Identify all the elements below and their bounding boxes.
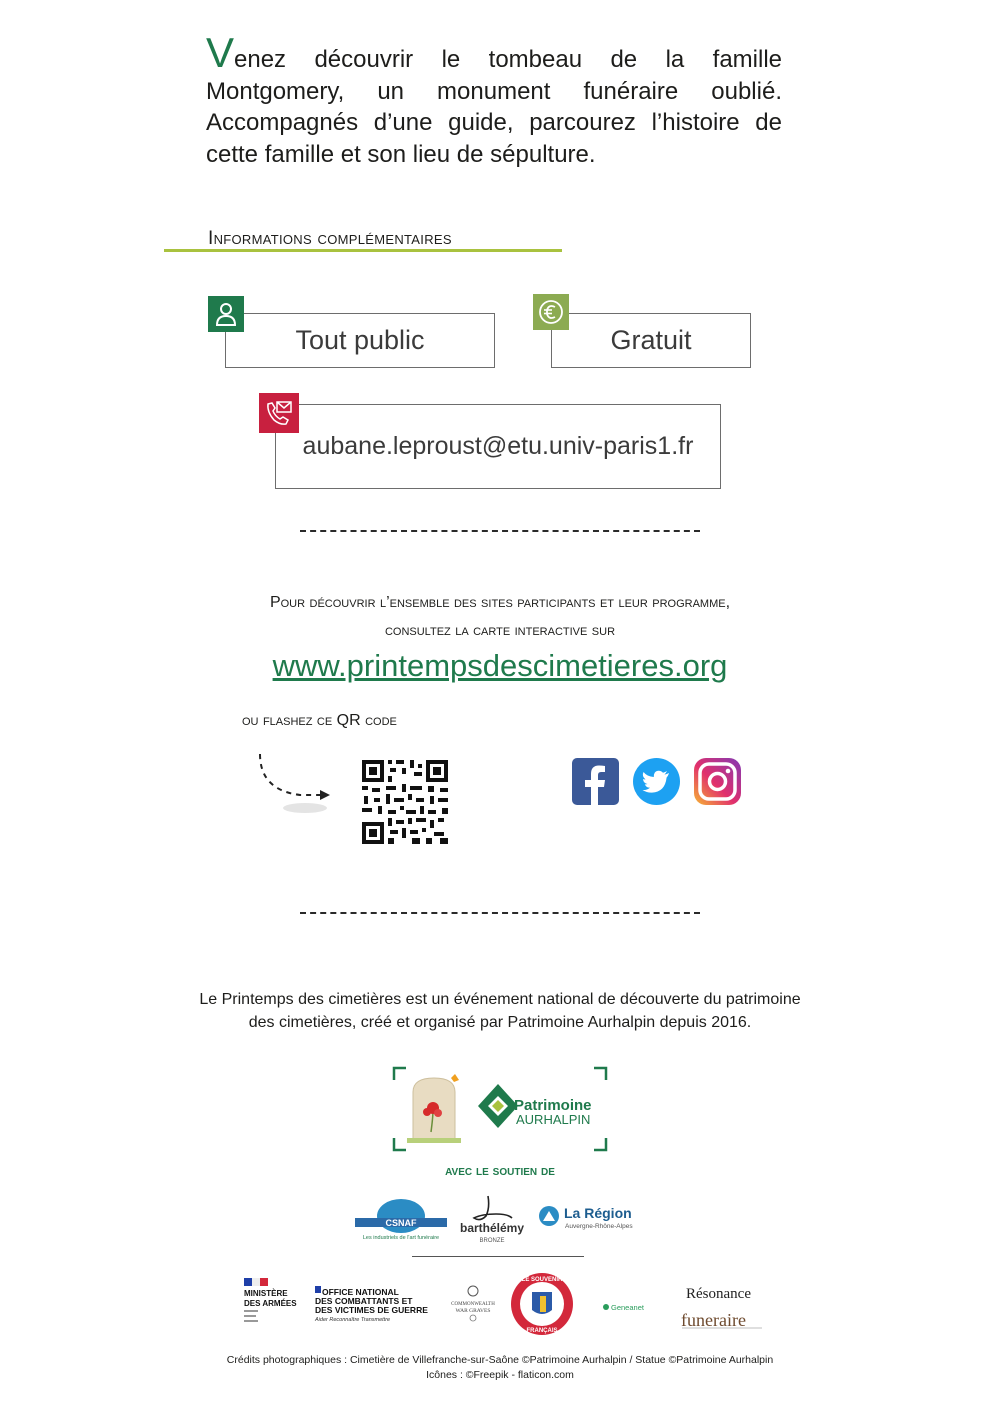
discover-line1: Pour découvrir l’ensemble des sites participants et leur programme,: [269, 594, 731, 611]
printemps-tombstone-logo: [403, 1072, 465, 1144]
csnaf-logo: [355, 1196, 447, 1242]
audience-box: [225, 313, 495, 368]
facebook-icon[interactable]: [572, 758, 619, 805]
qr-caption: ou flashez ce QR code: [242, 712, 397, 729]
geneanet-logo: [602, 1300, 650, 1314]
person-icon: [208, 296, 244, 332]
price-label: Gratuit: [610, 325, 692, 355]
cwgc-line1: COMMONWEALTH: [451, 1302, 495, 1307]
phone-mail-icon: [259, 393, 299, 433]
region-line2: Auvergne-Rhône-Alpes: [565, 1223, 633, 1230]
contact-email[interactable]: aubane.leproust@etu.univ-paris1.fr: [302, 432, 694, 460]
onac-line3: DES VICTIMES DE GUERRE: [315, 1305, 428, 1315]
qr-code-icon[interactable]: [360, 758, 450, 846]
website-link[interactable]: www.printempsdescimetieres.org: [272, 648, 728, 683]
barthelemy-sub: BRONZE: [479, 1238, 505, 1244]
twitter-icon[interactable]: [633, 758, 680, 805]
intro-text: enez découvrir le tombeau de la famille Montgomery, un monument funéraire oublié. Accompagnés d’une guide, parcourez l’histoire de cette famille et son lieu de sépulture.: [206, 46, 782, 168]
funeraire-name: funeraire: [681, 1310, 746, 1330]
resonance-name: Résonance: [686, 1286, 751, 1302]
icon-credits: Icônes : ©Freepik - flaticon.com: [426, 1369, 574, 1381]
souvenir-bottom: FRANÇAIS: [526, 1328, 558, 1334]
barthelemy-logo: [452, 1190, 532, 1244]
onac-logo: [314, 1282, 434, 1324]
onac-line1: OFFICE NATIONAL: [322, 1287, 399, 1297]
price-box: [551, 313, 751, 368]
instagram-icon[interactable]: [694, 758, 741, 805]
csnaf-name: CSNAF: [385, 1218, 417, 1228]
patrimoine-line1: Patrimoine: [514, 1097, 592, 1114]
drop-cap: V: [206, 29, 235, 76]
intro-paragraph: [206, 29, 782, 170]
audience-label: Tout public: [295, 325, 425, 355]
dashed-separator-top: [300, 530, 700, 532]
onac-line2: DES COMBATTANTS ET: [315, 1296, 413, 1306]
footer-description: Le Printemps des cimetières est un événement national de découverte du patrimoine des cimetières, créé et organisé par Patrimoine Aurhalpin depuis 2016.: [199, 991, 801, 1031]
cwgc-logo: [448, 1284, 498, 1324]
info-section-title: Informations complémentaires: [208, 228, 452, 249]
souvenir-francais-logo: [510, 1272, 574, 1336]
region-line1: La Région: [564, 1205, 632, 1221]
souvenir-top: LE SOUVENIR: [521, 1277, 563, 1283]
sponsor-divider: [412, 1256, 584, 1257]
contact-box: [275, 404, 721, 489]
dashed-separator-bottom: [300, 912, 700, 914]
discover-line2: consultez la carte interactive sur: [384, 622, 616, 639]
ministere-line2: DES ARMÉES: [244, 1299, 297, 1308]
patrimoine-line2: AURHALPIN: [516, 1112, 591, 1127]
support-label: avec le soutien de: [445, 1162, 555, 1178]
resonance-funeraire-logo: [678, 1280, 768, 1332]
photo-credits: Crédits photographiques : Cimetière de Villefranche-sur-Saône ©Patrimoine Aurhalpin / Statue ©Patrimoine Aurhalpin: [226, 1354, 774, 1366]
la-region-logo: [538, 1200, 648, 1234]
dashed-arrow-icon: [250, 750, 340, 820]
barthelemy-name: barthélémy: [459, 1221, 525, 1235]
ministere-armees-logo: [242, 1276, 302, 1326]
ministere-line1: MINISTÈRE: [244, 1289, 288, 1298]
csnaf-sub: Les industriels de l'art funéraire: [362, 1235, 440, 1241]
euro-icon: [533, 294, 569, 330]
patrimoine-aurhalpin-logo: [474, 1080, 604, 1142]
cwgc-line2: WAR GRAVES: [455, 1308, 491, 1314]
onac-line4: Aider Reconnaître Transmettre: [315, 1317, 391, 1323]
geneanet-name: Geneanet: [611, 1303, 644, 1312]
title-underline: [164, 249, 562, 252]
